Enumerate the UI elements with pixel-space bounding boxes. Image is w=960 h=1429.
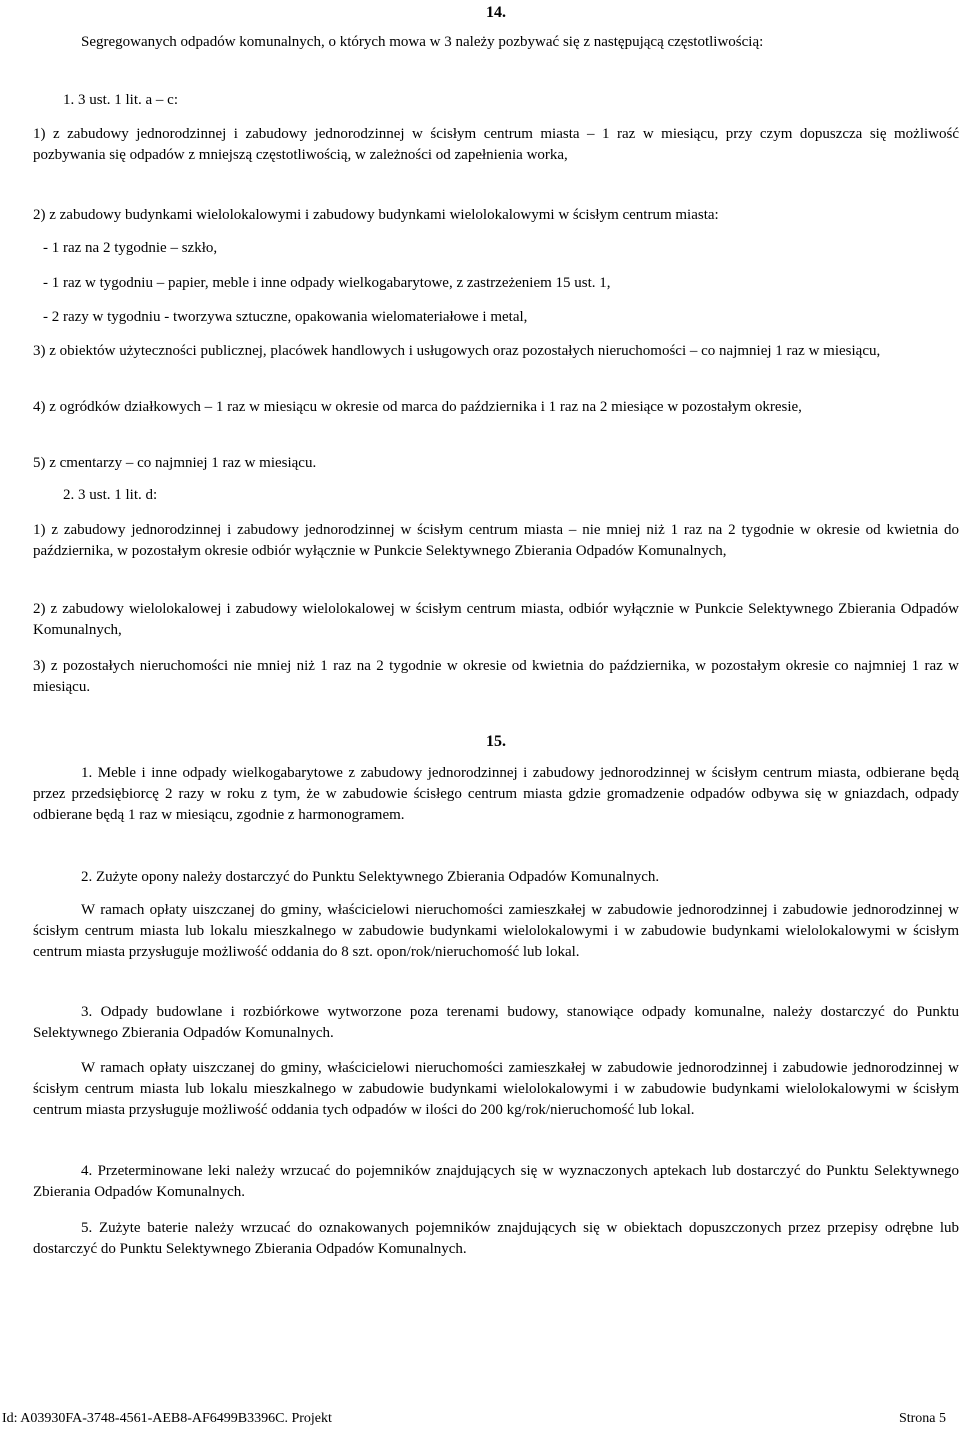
section-14-sub2: 2. 3 ust. 1 lit. d: bbox=[63, 487, 158, 503]
section-14-item2c: - 2 razy w tygodniu - tworzywa sztuczne, opakowania wielomateriałowe i metal, bbox=[43, 309, 528, 325]
section-14-item2: 2) z zabudowy budynkami wielolokalowymi i zabudowy budynkami wielolokalowymi w ścisłym centrum miasta: bbox=[33, 207, 719, 223]
section-15-p2: 2. Zużyte opony należy dostarczyć do Punktu Selektywnego Zbierania Odpadów Komunalnych. bbox=[81, 869, 660, 885]
section-14-sub1: 1. 3 ust. 1 lit. a – c: bbox=[63, 92, 178, 108]
section-15-p5: 5. Zużyte baterie należy wrzucać do oznakowanych pojemników znajdujących się w obiektach dopuszczonych przez przepisy odrębne lub dostarczyć do Punktu Selektywnego Zbierania Odpadów Komunalnych. bbox=[33, 1220, 959, 1257]
section-14-item2a: - 1 raz na 2 tygodnie – szkło, bbox=[43, 240, 218, 256]
section-14-d-item3: 3) z pozostałych nieruchomości nie mniej niż 1 raz na 2 tygodnie w okresie od kwietnia do października, w pozostałym okresie co najmniej 1 raz w miesiącu. bbox=[33, 658, 959, 695]
section-14-item2b: - 1 raz w tygodniu – papier, meble i inne odpady wielkogabarytowe, z zastrzeżeniem 15 ust. 1, bbox=[43, 275, 611, 291]
section-15-p1: 1. Meble i inne odpady wielkogabarytowe z zabudowy jednorodzinnej i zabudowy jednorodzinnej w ścisłym centrum miasta, odbierane będą przez przedsiębiorcę 2 razy w roku z tym, że w zabudowie ścisłego centrum miasta gdzie gromadzenie odpadów odbywa się w gniazdach, odpady odbierane będą 1 raz w miesiącu, zgodnie z harmonogramem. bbox=[33, 765, 959, 823]
section-15-p4: 4. Przeterminowane leki należy wrzucać do pojemników znajdujących się w wyznaczonych aptekach lub dostarczyć do Punktu Selektywnego Zbierania Odpadów Komunalnych. bbox=[33, 1163, 959, 1200]
footer-page-number: Strona 5 bbox=[898, 1411, 946, 1426]
section-14-item4: 4) z ogródków działkowych – 1 raz w miesiącu w okresie od marca do października i 1 raz na 2 miesiące w pozostałym okresie, bbox=[33, 399, 802, 415]
section-14-item5: 5) z cmentarzy – co najmniej 1 raz w miesiącu. bbox=[33, 455, 317, 471]
section-14-intro: Segregowanych odpadów komunalnych, o których mowa w 3 należy pozbywać się z następującą częstotliwością: bbox=[81, 34, 764, 50]
section-15-p2b: W ramach opłaty uiszczanej do gminy, właścicielowi nieruchomości zamieszkałej w zabudowie jednorodzinnej i zabudowie jednorodzinnej w ścisłym centrum miasta lub lokalu mieszkalnego w zabudowie budynkami wielolokalowymi i w zabudowie budynkami wielolokalowymi w ścisłym centrum miasta przysługuje możliwość oddania do 8 szt. opon/rok/nieruchomość lub lokal. bbox=[33, 902, 959, 960]
section-15-p3: 3. Odpady budowlane i rozbiórkowe wytworzone poza terenami budowy, stanowiące odpady komunalne, należy dostarczyć do Punktu Selektywnego Zbierania Odpadów Komunalnych. bbox=[33, 1004, 959, 1041]
section-14-heading: 14. bbox=[486, 4, 506, 21]
section-14-d-item2: 2) z zabudowy wielolokalowej i zabudowy wielolokalowej w ścisłym centrum miasta, odbiór wyłącznie w Punkcie Selektywnego Zbierania Odpadów Komunalnych, bbox=[33, 601, 959, 638]
section-14-item3: 3) z obiektów użyteczności publicznej, placówek handlowych i usługowych oraz pozostałych nieruchomości – co najmniej 1 raz w miesiącu, bbox=[33, 343, 881, 359]
section-14-d-item1: 1) z zabudowy jednorodzinnej i zabudowy jednorodzinnej w ścisłym centrum miasta – nie mniej niż 1 raz na 2 tygodnie w okresie od kwietnia do października, w pozostałym okresie odbiór wyłącznie w Punkcie Selektywnego Zbierania Odpadów Komunalnych, bbox=[33, 522, 959, 559]
section-15-heading: 15. bbox=[486, 733, 506, 750]
section-15-p3b: W ramach opłaty uiszczanej do gminy, właścicielowi nieruchomości zamieszkałej w zabudowie jednorodzinnej i zabudowie jednorodzinnej w ścisłym centrum miasta lub lokalu mieszkalnego w zabudowie budynkami wielolokalowymi i w zabudowie budynkami wielolokalowymi w ścisłym centrum miasta przysługuje możliwość oddania tych odpadów w ilości do 200 kg/rok/nieruchomość lub lokal. bbox=[33, 1060, 959, 1118]
footer-document-id: Id: A03930FA-3748-4561-AEB8-AF6499B3396C. Projekt bbox=[2, 1411, 332, 1426]
section-14-item1: 1) z zabudowy jednorodzinnej i zabudowy jednorodzinnej w ścisłym centrum miasta – 1 raz w miesiącu, przy czym dopuszcza się możliwość pozbywania się odpadów z mniejszą częstotliwością, w zależności od zapełnienia worka, bbox=[33, 126, 959, 163]
